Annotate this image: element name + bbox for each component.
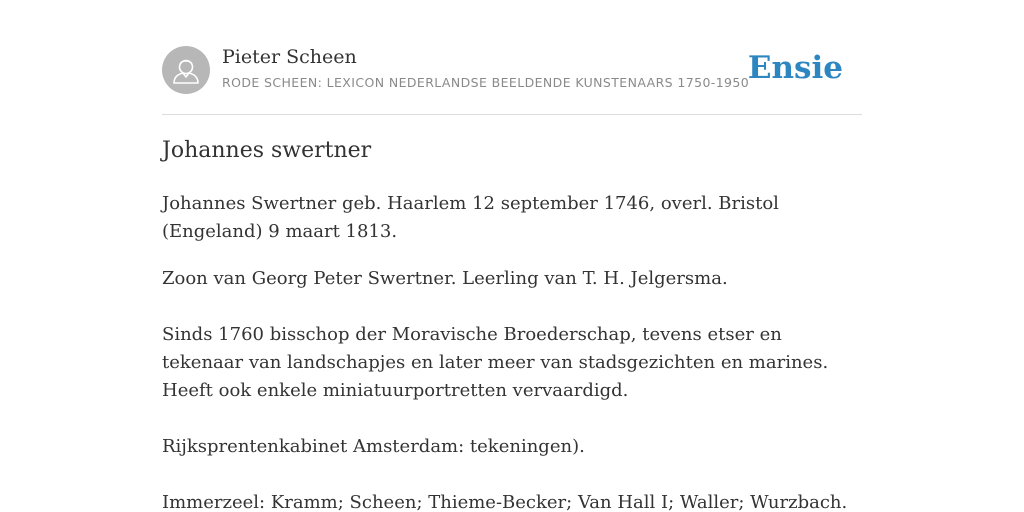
article-paragraph: Johannes Swertner geb. Haarlem 12 september 1746, overl. Bristol (Engeland) 9 maart 1813. bbox=[162, 193, 779, 242]
article-title: Johannes swertner bbox=[162, 138, 372, 163]
user-silhouette-icon bbox=[162, 46, 210, 94]
source-lexicon[interactable]: RODE SCHEEN: LEXICON NEDERLANDSE BEELDENDE KUNSTENAARS 1750-1950 bbox=[222, 75, 750, 90]
article-header bbox=[162, 46, 862, 115]
brand-logo[interactable]: Ensie bbox=[747, 50, 843, 86]
article-paragraph: Zoon van Georg Peter Swertner. Leerling van T. H. Jelgersma. bbox=[162, 268, 728, 289]
author-name[interactable]: Pieter Scheen bbox=[222, 46, 357, 68]
article-paragraph: Immerzeel: Kramm; Scheen; Thieme-Becker; Van Hall I; Waller; Wurzbach. bbox=[162, 492, 848, 512]
article-body bbox=[162, 190, 862, 512]
author-avatar[interactable] bbox=[162, 46, 210, 94]
article-paragraph: Rijksprentenkabinet Amsterdam: tekeningen). bbox=[162, 436, 585, 457]
article-paragraph: Sinds 1760 bisschop der Moravische Broederschap, tevens etser en tekenaar van landschapjes en later meer van stadsgezichten en marines. Heeft ook enkele miniatuurportretten vervaardigd. bbox=[162, 324, 829, 401]
